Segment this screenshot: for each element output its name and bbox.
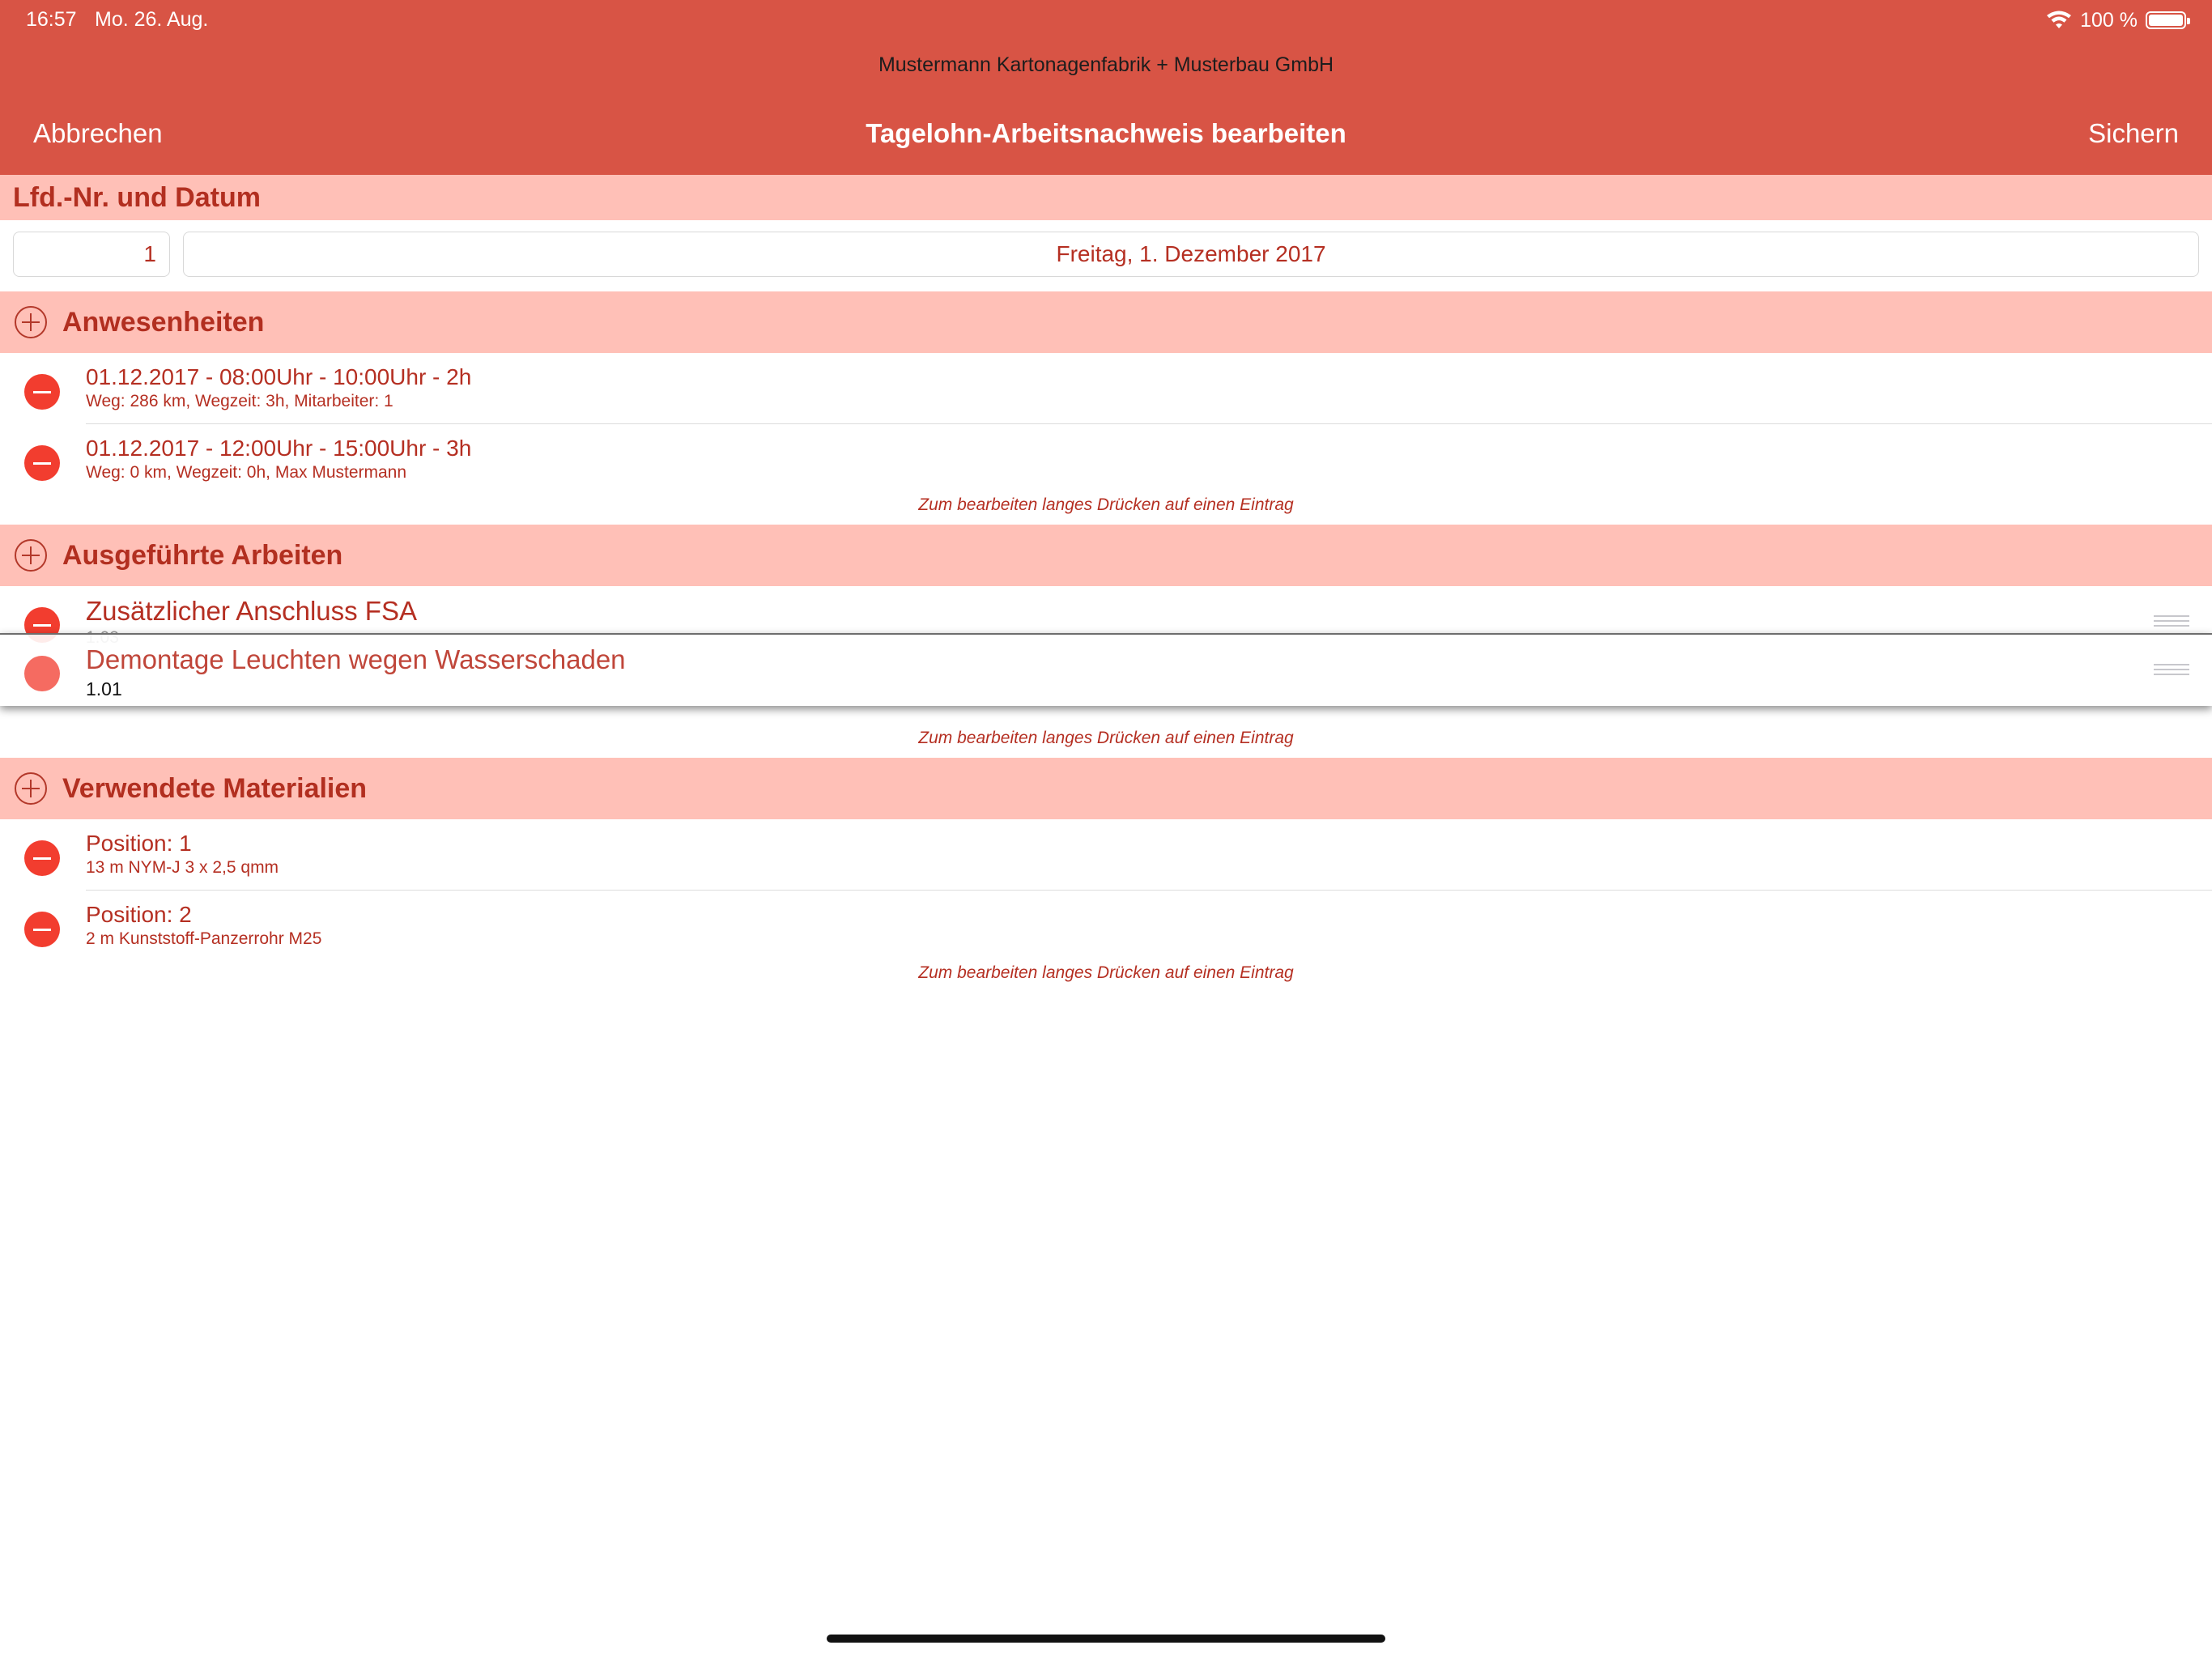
add-icon[interactable] bbox=[15, 539, 47, 572]
date-field[interactable]: Freitag, 1. Dezember 2017 bbox=[183, 232, 2199, 277]
status-date: Mo. 26. Aug. bbox=[95, 8, 209, 31]
row-title: Zusätzlicher Anschluss FSA bbox=[86, 596, 417, 626]
attendance-row[interactable] bbox=[0, 424, 2212, 495]
row-title: Position: 2 bbox=[86, 902, 192, 927]
section-title: Ausgeführte Arbeiten bbox=[62, 539, 343, 571]
reorder-handle-icon[interactable] bbox=[2154, 615, 2189, 628]
navigation-header bbox=[0, 0, 2212, 175]
page-title: Tagelohn-Arbeitsnachweis bearbeiten bbox=[866, 118, 1346, 148]
wifi-icon bbox=[2046, 11, 2072, 30]
section-header-attendance bbox=[0, 291, 2212, 353]
row-title: 01.12.2017 - 12:00Uhr - 15:00Uhr - 3h bbox=[86, 436, 472, 461]
row-title: Position: 1 bbox=[86, 831, 192, 856]
section-title: Verwendete Materialien bbox=[62, 772, 368, 804]
row-subtitle: 13 m NYM-J 3 x 2,5 qmm bbox=[86, 858, 279, 877]
home-indicator[interactable] bbox=[827, 1635, 1385, 1643]
cancel-button[interactable]: Abbrechen bbox=[33, 118, 163, 148]
delete-icon[interactable] bbox=[24, 656, 60, 691]
section-title: Lfd.-Nr. und Datum bbox=[13, 181, 261, 213]
delete-icon[interactable] bbox=[24, 912, 60, 947]
material-row[interactable] bbox=[0, 819, 2212, 891]
material-row[interactable] bbox=[0, 891, 2212, 962]
battery-icon bbox=[2146, 11, 2186, 29]
section-header-materials bbox=[0, 758, 2212, 819]
row-subtitle: Weg: 286 km, Wegzeit: 3h, Mitarbeiter: 1 bbox=[86, 392, 393, 410]
row-title: Demontage Leuchten wegen Wasserschaden bbox=[86, 644, 626, 674]
delete-icon[interactable] bbox=[24, 840, 60, 876]
add-icon[interactable] bbox=[15, 306, 47, 338]
save-button[interactable]: Sichern bbox=[2088, 118, 2179, 148]
edit-hint: Zum bearbeiten langes Drücken auf einen Eintrag bbox=[918, 729, 1294, 747]
row-subtitle: Weg: 0 km, Wegzeit: 0h, Max Mustermann bbox=[86, 463, 407, 482]
add-icon[interactable] bbox=[15, 772, 47, 805]
status-time: 16:57 bbox=[26, 8, 77, 31]
section-header-work bbox=[0, 525, 2212, 586]
edit-hint: Zum bearbeiten langes Drücken auf einen Eintrag bbox=[918, 963, 1294, 982]
battery-percentage: 100 % bbox=[2080, 8, 2138, 32]
attendance-row[interactable] bbox=[0, 353, 2212, 424]
work-row-dragging[interactable] bbox=[0, 633, 2212, 706]
row-subtitle: 1.01 bbox=[86, 678, 122, 699]
row-subtitle: 2 m Kunststoff-Panzerrohr M25 bbox=[86, 929, 322, 948]
reorder-handle-icon[interactable] bbox=[2154, 664, 2189, 677]
number-field[interactable]: 1 bbox=[13, 232, 170, 277]
section-header-number-date bbox=[0, 175, 2212, 220]
edit-hint: Zum bearbeiten langes Drücken auf einen Eintrag bbox=[918, 495, 1294, 514]
company-name: Mustermann Kartonagenfabrik + Musterbau GmbH bbox=[878, 53, 1334, 76]
delete-icon[interactable] bbox=[24, 374, 60, 410]
row-title: 01.12.2017 - 08:00Uhr - 10:00Uhr - 2h bbox=[86, 364, 472, 389]
section-title: Anwesenheiten bbox=[62, 306, 265, 338]
status-indicators bbox=[2046, 6, 2186, 34]
delete-icon[interactable] bbox=[24, 445, 60, 481]
